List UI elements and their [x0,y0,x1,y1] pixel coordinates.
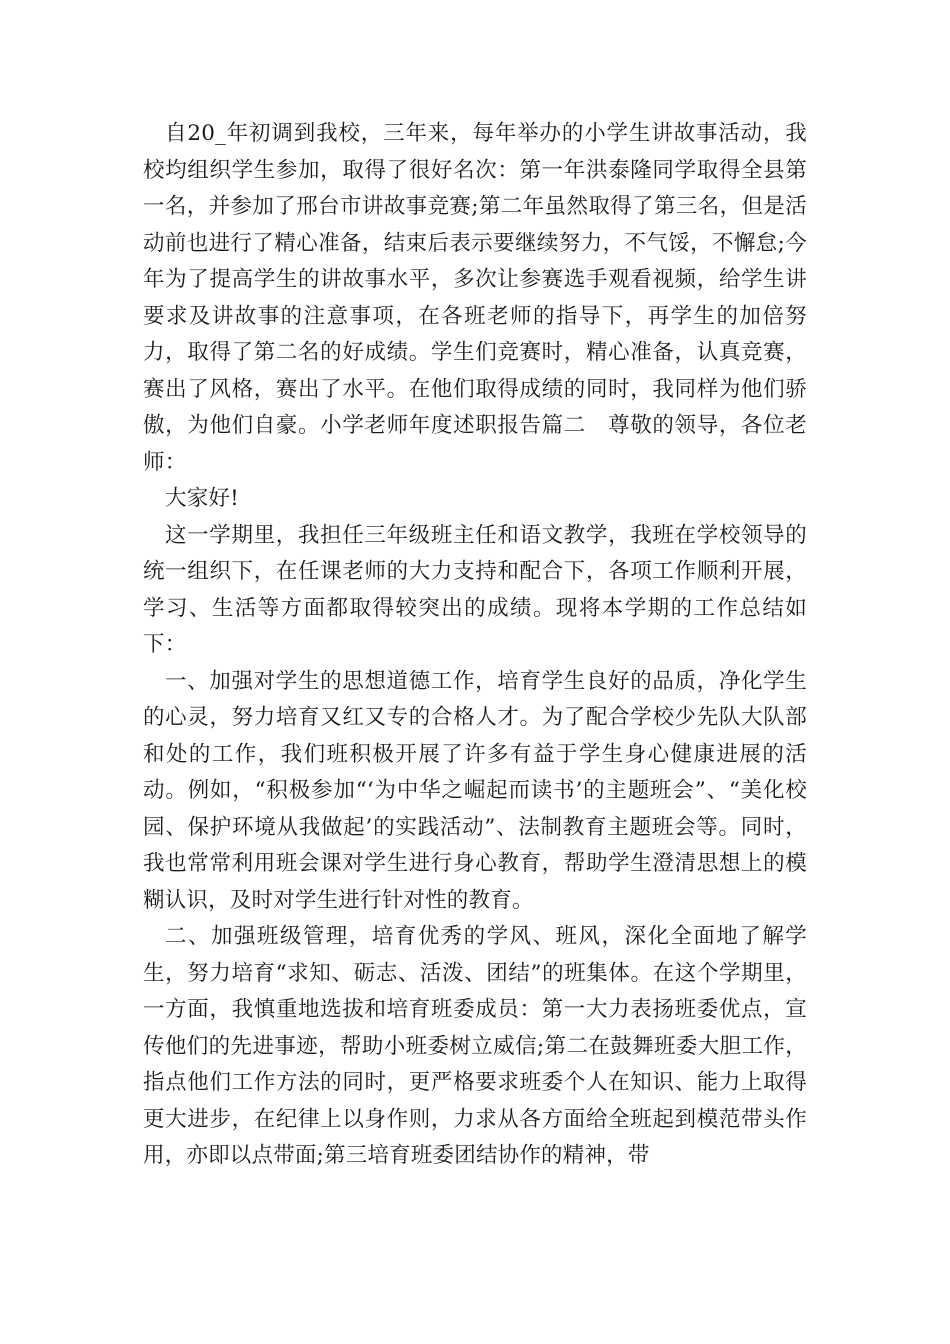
paragraph-class-management: 二、加强班级管理，培育优秀的学风、班风，深化全面地了解学生，努力培育“求知、砺志、活泼、团结”的班集体。在这个学期里，一方面，我慎重地选拔和培育班委成员：第一大力表扬班委优点，宣传他们的先进事迹，帮助小班委树立威信;第二在鼓舞班委大胆工作，指点他们工作方法的同时，更严格要求班委个人在知识、能力上取得更大进步，在纪律上以身作则，力求从各方面给全班起到模范带头作用，亦即以点带面;第三培育班委团结协作的精神，带 [143,924,807,1168]
document-body [143,116,807,1175]
paragraph-moral-education: 一、加强对学生的思想道德工作，培育学生良好的品质，净化学生的心灵，努力培育又红又专的合格人才。为了配合学校少先队大队部和处的工作，我们班积极开展了许多有益于学生身心健康进展的活动。例如，“积极参加“‘为中华之崛起而读书’的主题班会”、“美化校园、保护环境从我做起’的实践活动”、法制教育主题班会等。同时，我也常常利用班会课对学生进行身心教育，帮助学生澄清思想上的模糊认识，及时对学生进行针对性的教育。 [143,668,807,913]
paragraph-greeting: 大家好! [165,486,239,511]
paragraph-semester-intro: 这一学期里，我担任三年级班主任和语文教学，我班在学校领导的统一组织下，在任课老师的大力支持和配合下，各项工作顺利开展，学习、生活等方面都取得较突出的成绩。现将本学期的工作总结如下： [143,522,807,657]
paragraph-story-activity: 自20_年初调到我校，三年来，每年举办的小学生讲故事活动，我校均组织学生参加，取得了很好名次：第一年洪泰隆同学取得全县第一名，并参加了邢台市讲故事竞赛;第二年虽然取得了第三名，但是活动前也进行了精心准备，结束后表示要继续努力，不气馁，不懈怠;今年为了提高学生的讲故事水平，多次让参赛选手观看视频，给学生讲要求及讲故事的注意事项，在各班老师的指导下，再学生的加倍努力，取得了第二名的好成绩。学生们竞赛时，精心准备，认真竞赛，赛出了风格，赛出了水平。在他们取得成绩的同时，我同样为他们骄傲，为他们自豪。小学老师年度述职报告篇二 尊敬的领导，各位老师： [143,121,807,475]
